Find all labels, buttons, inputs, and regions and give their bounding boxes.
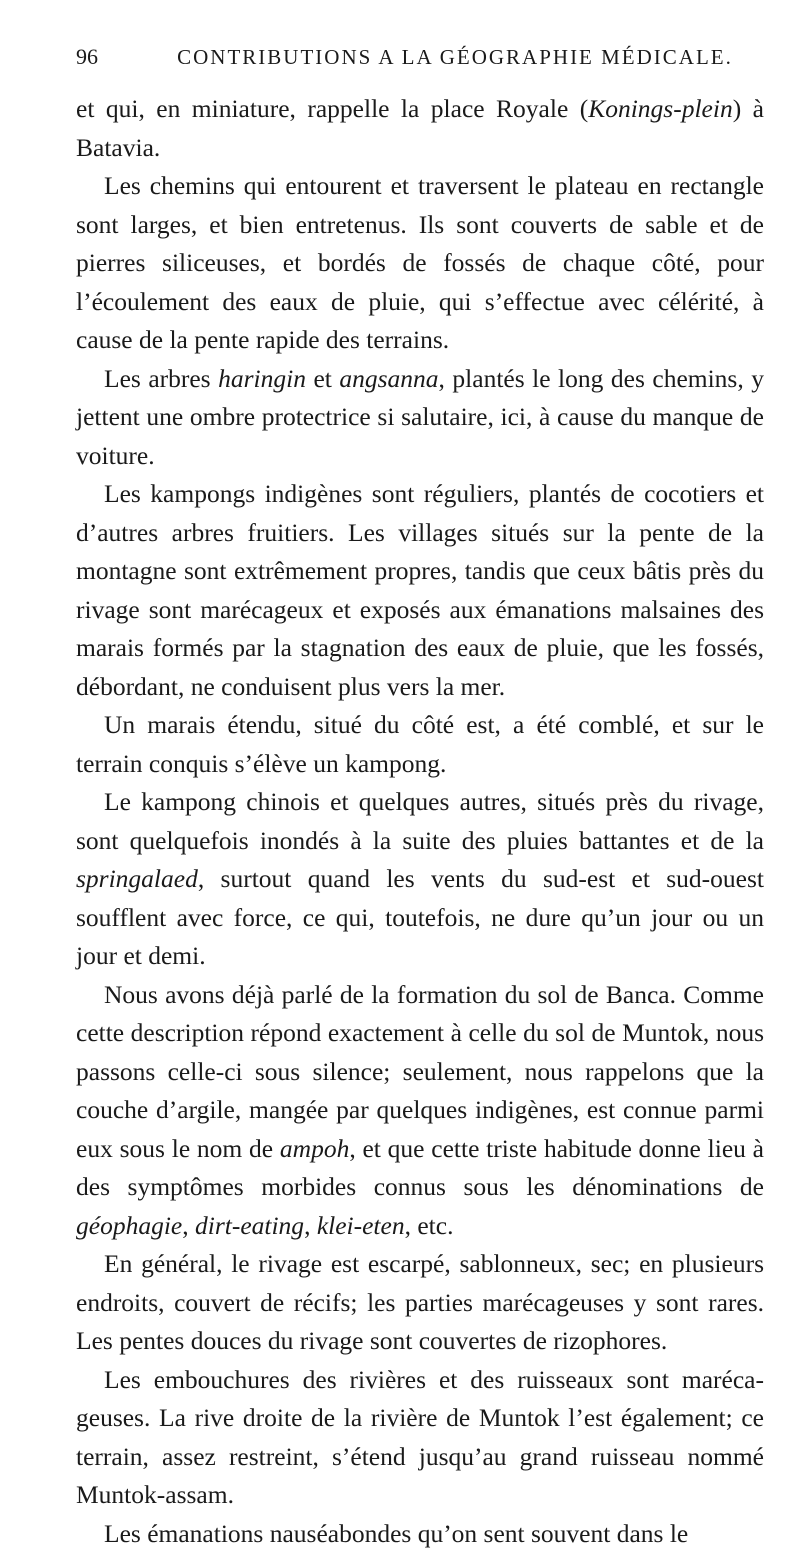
italic-term: géophagie xyxy=(76,1211,182,1240)
text-run: , plantés le long des chemins, y jettent une ombre protectrice si salutaire, ici, à cause du manque de voiture. xyxy=(76,364,764,470)
italic-term: angsanna xyxy=(339,364,438,393)
text-run: , surtout quand les vents du sud-est et sud-ouest soufflent avec force, ce qui, toutefois, ne dure qu’un jour ou un jour et demi. xyxy=(76,864,764,970)
text-run: Les embouchures des rivières et des ruisseaux sont marécageuses. La rive droite de la rivière de Muntok l’est également; ce terrain, assez restreint, s’étend jusqu’au grand ruisseau nommé Muntok-assam. xyxy=(76,1365,764,1510)
italic-term: haringin xyxy=(218,364,306,393)
text-run: ) à Batavia. xyxy=(76,94,764,162)
paragraph xyxy=(76,1515,764,1553)
text-run: Les kampongs indigènes sont réguliers, plantés de cocotiers et d’autres arbres fruitiers. Les villages situés sur la pente de la montagne sont extrêmement propres, tandis que ceux bâtis près du rivage sont marécageux et exposés aux émanations malsaines des marais formés par la stagnation des eaux de pluie, que les fossés, débordant, ne conduisent plus vers la mer. xyxy=(76,479,764,701)
italic-term: Konings-plein xyxy=(588,94,733,123)
text-run: , xyxy=(182,1211,195,1240)
italic-term: ampoh xyxy=(280,1134,349,1163)
italic-term: springalaed xyxy=(76,864,198,893)
paragraph xyxy=(76,360,764,476)
text-run: Les chemins qui entourent et traversent le plateau en rectangle sont larges, et bien entretenus. Ils sont couverts de sable et de pierres siliceuses, et bordés de fossés de chaque côté, pour l’écoulement des eaux de pluie, qui s’effectue avec célérité, à cause de la pente rapide des terrains. xyxy=(76,171,764,354)
paragraph xyxy=(76,1361,764,1515)
page-number: 96 xyxy=(76,44,146,70)
text-run: Nous avons déjà parlé de la formation du sol de Banca. Comme cette description répond exactement à celle du sol de Muntok, nous passons celle-ci sous silence; seulement, nous rappelons que la couche d’argile, mangée par quelques indigènes, est connue parmi eux sous le nom de xyxy=(76,980,764,1163)
paragraph xyxy=(76,783,764,976)
text-run: , et que cette triste habitude donne lieu à des symptômes morbides connus sous les dénominations de xyxy=(76,1134,764,1202)
text-run: Le kampong chinois et quelques autres, situés près du rivage, sont quelquefois inondés à la suite des pluies battantes et de la xyxy=(76,787,764,855)
text-run: Un marais étendu, situé du côté est, a été comblé, et sur le terrain conquis s’élève un kampong. xyxy=(76,710,764,778)
italic-term: klei-eten xyxy=(317,1211,405,1240)
text-run: Les arbres xyxy=(104,364,218,393)
text-run: et xyxy=(306,364,339,393)
page-body xyxy=(76,90,764,1553)
text-run: , etc. xyxy=(405,1211,454,1240)
text-run: Les émanations nauséabondes qu’on sent souvent dans le xyxy=(104,1519,688,1548)
running-head: CONTRIBUTIONS A LA GÉOGRAPHIE MÉDICALE. xyxy=(146,45,764,70)
text-run: et qui, en miniature, rappelle la place Royale ( xyxy=(76,94,588,123)
paragraph xyxy=(76,90,764,167)
paragraph xyxy=(76,475,764,706)
paragraph xyxy=(76,976,764,1246)
paragraph xyxy=(76,1245,764,1361)
text-run: En général, le rivage est escarpé, sablonneux, sec; en plusieurs endroits, couvert de récifs; les parties marécageuses y sont rares. Les pentes douces du rivage sont couvertes de rizophores. xyxy=(76,1249,764,1355)
paragraph xyxy=(76,167,764,360)
text-run: , xyxy=(304,1211,317,1240)
italic-term: dirt-eating xyxy=(195,1211,304,1240)
paragraph xyxy=(76,706,764,783)
page-header xyxy=(76,44,764,84)
